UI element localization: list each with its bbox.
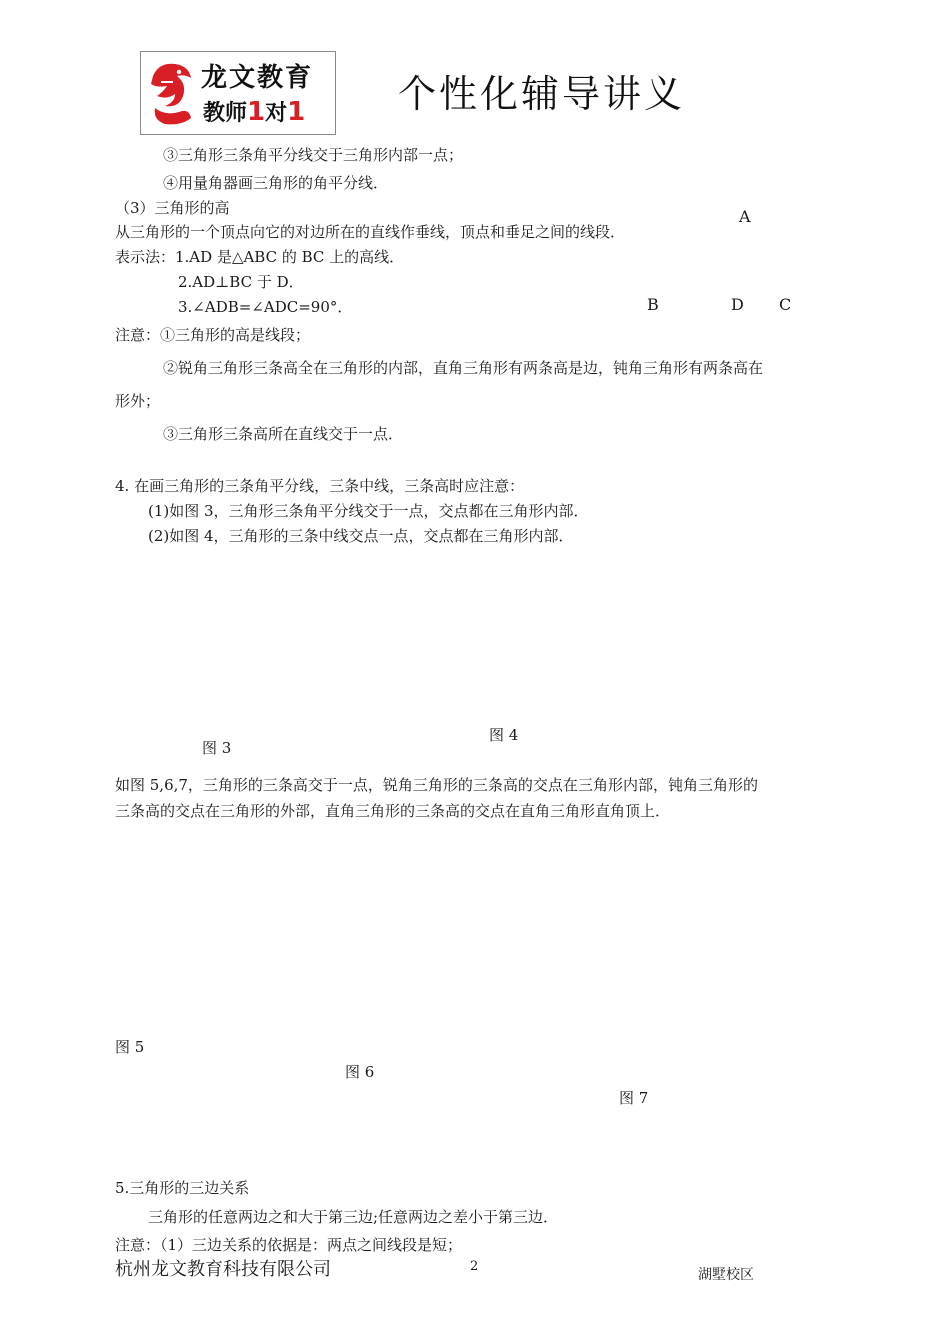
text-line-9: ②锐角三角形三条高全在三角形的内部，直角三角形有两条高是边，钝角三角形有两条高在 <box>163 359 764 377</box>
logo-sub-prefix: 教师 <box>203 101 248 126</box>
figure-caption-7: 图 7 <box>619 1089 649 1107</box>
vertex-label-d: D <box>731 295 744 314</box>
text-line-13: (1)如图 3，三角形三条角平分线交于一点，交点都在三角形内部． <box>148 502 589 520</box>
section-heading-4: 4. 在画三角形的三条角平分线，三条中线，三条高时应注意： <box>115 477 525 495</box>
logo-brand: 龙文教育 <box>201 63 314 93</box>
figure-caption-4: 图 4 <box>489 726 519 744</box>
text-line-14: (2)如图 4，三角形的三条中线交点一点，交点都在三角形内部． <box>148 527 574 545</box>
footer-campus: 湖墅校区 <box>698 1267 754 1283</box>
footer-company: 杭州龙文教育科技有限公司 <box>115 1259 331 1280</box>
text-line-10: 形外； <box>115 392 161 410</box>
page-title: 个性化辅导讲义 <box>398 72 686 116</box>
vertex-label-b: B <box>647 295 659 314</box>
figure-caption-3: 图 3 <box>202 739 232 757</box>
page-number: 2 <box>470 1259 479 1274</box>
dragon-logo-icon <box>145 56 197 128</box>
text-line-2: ④用量角器画三角形的角平分线． <box>163 174 389 192</box>
logo-sub-num1: 1 <box>247 97 266 127</box>
logo-sub-num2: 1 <box>287 97 306 127</box>
text-line-15: 如图 5,6,7，三角形的三条高交于一点，锐角三角形的三条高的交点在三角形内部，钝角三角形的 <box>115 776 758 794</box>
logo-sub-mid: 对 <box>265 101 288 126</box>
text-line-8: 注意：①三角形的高是线段； <box>115 326 311 344</box>
section-heading-altitude: （3）三角形的高 <box>115 199 230 217</box>
logo-subtitle <box>203 96 305 127</box>
logo <box>140 51 336 135</box>
text-line-11: ③三角形三条高所在直线交于一点． <box>163 425 404 443</box>
figure-caption-5: 图 5 <box>115 1038 145 1056</box>
text-line-1: ③三角形三条角平分线交于三角形内部一点； <box>163 146 464 164</box>
text-line-7: 3.∠ADB=∠ADC=90°． <box>178 298 353 316</box>
text-line-19: 注意：（1）三边关系的依据是：两点之间线段是短； <box>115 1236 463 1254</box>
text-line-5: 表示法：1.AD 是△ABC 的 BC 上的高线． <box>115 248 405 266</box>
figure-caption-6: 图 6 <box>345 1063 375 1081</box>
text-line-6: 2.AD⊥BC 于 D． <box>178 273 304 291</box>
text-line-4: 从三角形的一个顶点向它的对边所在的直线作垂线，顶点和垂足之间的线段． <box>115 223 626 241</box>
vertex-label-a: A <box>739 207 751 226</box>
text-line-18: 三角形的任意两边之和大于第三边;任意两边之差小于第三边． <box>148 1208 559 1226</box>
text-line-16: 三条高的交点在三角形的外部，直角三角形的三条高的交点在直角三角形直角顶上． <box>115 802 671 820</box>
vertex-label-c: C <box>779 295 792 314</box>
section-heading-5: 5.三角形的三边关系 <box>115 1179 250 1197</box>
